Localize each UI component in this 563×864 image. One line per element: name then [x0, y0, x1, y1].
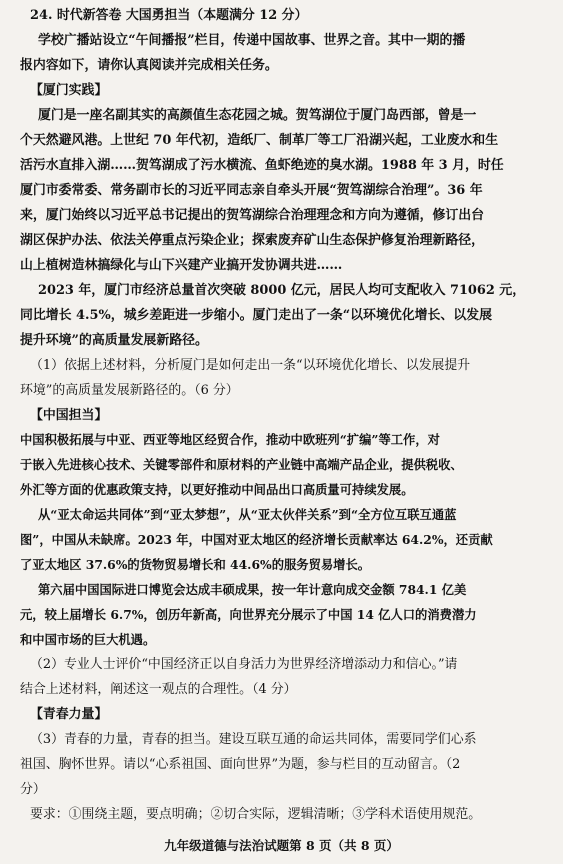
paragraph-line: 提升环境”的高质量发展新路径。: [20, 332, 208, 348]
paragraph-line: 厦门市委常委、常务副市长的习近平同志亲自牵头开展“贺笃湖综合治理”。36 年: [20, 182, 483, 198]
task-2-line: （2）专业人士评价“中国经济正以自身活力为世界经济增添动力和信心。”请: [30, 657, 458, 673]
question-title: 24. 时代新答卷 大国勇担当（本题满分 12 分）: [30, 8, 308, 23]
paragraph-line: 湖区保护办法、依法关停重点污染企业；探索废弃矿山生态保护修复治理新路径，: [20, 232, 485, 248]
intro-line: 报内容如下，请你认真阅读并完成相关任务。: [20, 57, 278, 73]
task-2-line: 结合上述材料，阐述这一观点的合理性。（4 分）: [20, 682, 297, 698]
section-heading-china: 【中国担当】: [30, 407, 108, 423]
paragraph-line: 中国积极拓展与中亚、西亚等地区经贸合作，推动中欧班列“扩编”等工作，对: [20, 432, 440, 448]
intro-line: 学校广播站设立“午间播报”栏目，传递中国故事、世界之音。其中一期的播: [38, 32, 466, 48]
task-3-line: 分）: [20, 782, 46, 798]
task-3-line: （3）青春的力量，青春的担当。建设互联互通的命运共同体，需要同学们心系: [30, 732, 477, 748]
paragraph-line: 厦门是一座名副其实的高颜值生态花园之城。贺笃湖位于厦门岛西部，曾是一: [38, 107, 477, 123]
paragraph-line: 2023 年，厦门市经济总量首次突破 8000 亿元，居民人均可支配收入 71062 元，: [38, 282, 526, 298]
paragraph-line: 活污水直排入湖……贺笃湖成了污水横流、鱼虾绝迹的臭水湖。1988 年 3 月，时任: [20, 157, 504, 173]
paragraph-line: 和中国市场的巨大机遇。: [20, 632, 156, 648]
paragraph-line: 元，较上届增长 6.7%，创历年新高，向世界充分展示了中国 14 亿人口的消费潜力: [20, 607, 477, 623]
section-heading-xiamen: 【厦门实践】: [30, 82, 108, 98]
task-1-line: （1）依据上述材料，分析厦门是如何走出一条“以环境优化增长、以发展提升: [30, 357, 471, 373]
paragraph-line: 山上植树造林搞绿化与山下兴建产业搞开发协调共进……: [20, 257, 343, 273]
paragraph-line: 外汇等方面的优惠政策支持，以更好推动中间品出口高质量可持续发展。: [20, 482, 414, 498]
requirement-line: 要求：①围绕主题，要点明确；②切合实际，逻辑清晰；③学科术语使用规范。: [30, 807, 482, 823]
task-1-line: 环境”的高质量发展新路径的。（6 分）: [20, 382, 239, 398]
paragraph-line: 个天然避风港。上世纪 70 年代初，造纸厂、制革厂等工厂沿湖兴起，工业废水和生: [20, 132, 499, 148]
page-footer: 九年级道德与法治试题第 8 页（共 8 页）: [164, 838, 399, 853]
paragraph-line: 图”，中国从未缺席。2023 年，中国对亚太地区的经济增长贡献率达 64.2%，还贡献: [20, 532, 493, 548]
section-heading-youth: 【青春力量】: [30, 707, 108, 723]
paragraph-line: 了亚太地区 37.6%的货物贸易增长和 44.6%的服务贸易增长。: [20, 557, 371, 573]
paragraph-line: 来，厦门始终以习近平总书记提出的贺笃湖综合治理理念和方向为遵循，修订出台: [20, 207, 485, 223]
task-3-line: 祖国、胸怀世界。请以“心系祖国、面向世界”为题，参与栏目的互动留言。（2: [20, 757, 461, 773]
paragraph-line: 于嵌入先进核心技术、关键零部件和原材料的产业链中高端产品企业，提供税收、: [20, 457, 463, 473]
paragraph-line: 第六届中国国际进口博览会达成丰硕成果，按一年计意向成交金额 784.1 亿美: [38, 582, 467, 598]
paragraph-line: 同比增长 4.5%，城乡差距进一步缩小。厦门走出了一条“以环境优化增长、以发展: [20, 307, 492, 323]
paragraph-line: 从“亚太命运共同体”到“亚太梦想”，从“亚太伙伴关系”到“全方位互联互通蓝: [38, 507, 457, 523]
